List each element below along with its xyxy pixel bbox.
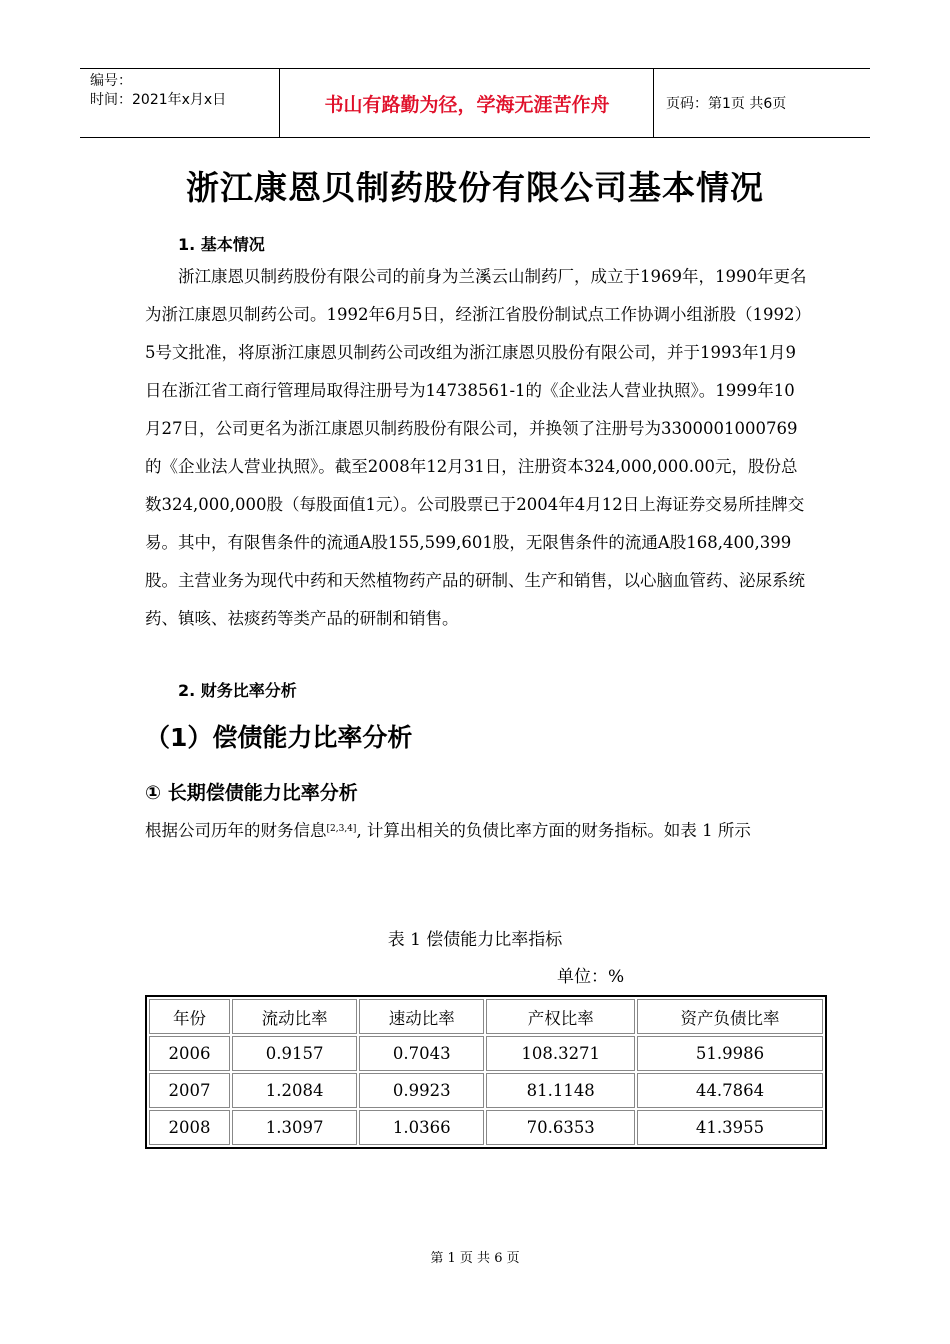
table-caption: 表 1 偿债能力比率指标 (387, 930, 563, 950)
table-row (149, 1110, 823, 1145)
table-row (149, 1073, 823, 1108)
table-cell: 51.9986 (637, 1036, 823, 1071)
section-heading-ratio: 2. 财务比率分析 (178, 681, 297, 700)
page-footer: 第 1 页 共 6 页 (430, 1251, 520, 1266)
subheading-solvency: （1）偿债能力比率分析 (145, 723, 413, 752)
table-cell: 41.3955 (637, 1110, 823, 1145)
table-cell: 2006 (149, 1036, 230, 1071)
table-cell: 0.7043 (359, 1036, 484, 1071)
number-label: 编号： (90, 73, 132, 89)
table-cell: 70.6353 (486, 1110, 635, 1145)
solvency-ratio-table (145, 995, 827, 1149)
table-cell: 0.9923 (359, 1073, 484, 1108)
citation-ref: [2,3,4] (326, 824, 357, 834)
basic-info-text: 浙江康恩贝制药股份有限公司的前身为兰溪云山制药厂，成立于1969年，1990年更名为浙江康恩贝制药公司。1992年6月5日，经浙江省股份制试点工作协调小组浙股（1992）5号文批准，将原浙江康恩贝制药公司改组为浙江康恩贝股份有限公司，并于1993年1月9日在浙江省工商行管理局取得注册号为14738561-1的《企业法人营业执照》。1999年10月27日，公司更名为浙江康恩贝制药股份有限公司，并换领了注册号为3300001000769的《企业法人营业执照》。截至2008年12月31日，注册资本324,000,000.00元，股份总数324,000,000股（每股面值1元）。公司股票已于2004年4月12日上海证券交易所挂牌交易。其中，有限售条件的流通A股155,599,601股，无限售条件的流通A股168,400,399股。主营业务为现代中药和天然植物药产品的研制、生产和销售，以心脑血管药、泌尿系统药、镇咳、祛痰药等类产品的研制和销售。 (145, 267, 807, 628)
header-cell: 资产负债比率 (637, 999, 823, 1034)
table-intro-paragraph (145, 812, 810, 850)
document-title: 浙江康恩贝制药股份有限公司基本情况 (186, 168, 764, 207)
time-label: 时间：2021年x月x日 (90, 92, 227, 108)
header-motto: 书山有路勤为径，学海无涯苦作舟 (281, 69, 654, 137)
table-unit: 单位：% (557, 967, 625, 987)
table-cell: 2008 (149, 1110, 230, 1145)
subheading-longterm: ① 长期偿债能力比率分析 (145, 782, 358, 804)
section-heading-basic: 1. 基本情况 (178, 235, 265, 254)
table-cell: 108.3271 (486, 1036, 635, 1071)
document-header (80, 68, 870, 138)
table-cell: 0.9157 (232, 1036, 357, 1071)
table-cell: 1.0366 (359, 1110, 484, 1145)
table-cell: 44.7864 (637, 1073, 823, 1108)
header-cell: 流动比率 (232, 999, 357, 1034)
header-cell: 产权比率 (486, 999, 635, 1034)
header-cell: 年份 (149, 999, 230, 1034)
table-cell: 81.1148 (486, 1073, 635, 1108)
header-meta (80, 69, 280, 137)
table-row (149, 1036, 823, 1071)
table-header-row (149, 999, 823, 1034)
basic-info-paragraph (145, 258, 810, 638)
table-cell: 1.3097 (232, 1110, 357, 1145)
table-cell: 2007 (149, 1073, 230, 1108)
header-page-info: 页码：第1页 共6页 (666, 96, 787, 112)
header-cell: 速动比率 (359, 999, 484, 1034)
intro-text-a: 根据公司历年的财务信息 (145, 821, 327, 840)
table-cell: 1.2084 (232, 1073, 357, 1108)
intro-text-b: , 计算出相关的负债比率方面的财务指标。如表 1 所示 (356, 821, 751, 840)
